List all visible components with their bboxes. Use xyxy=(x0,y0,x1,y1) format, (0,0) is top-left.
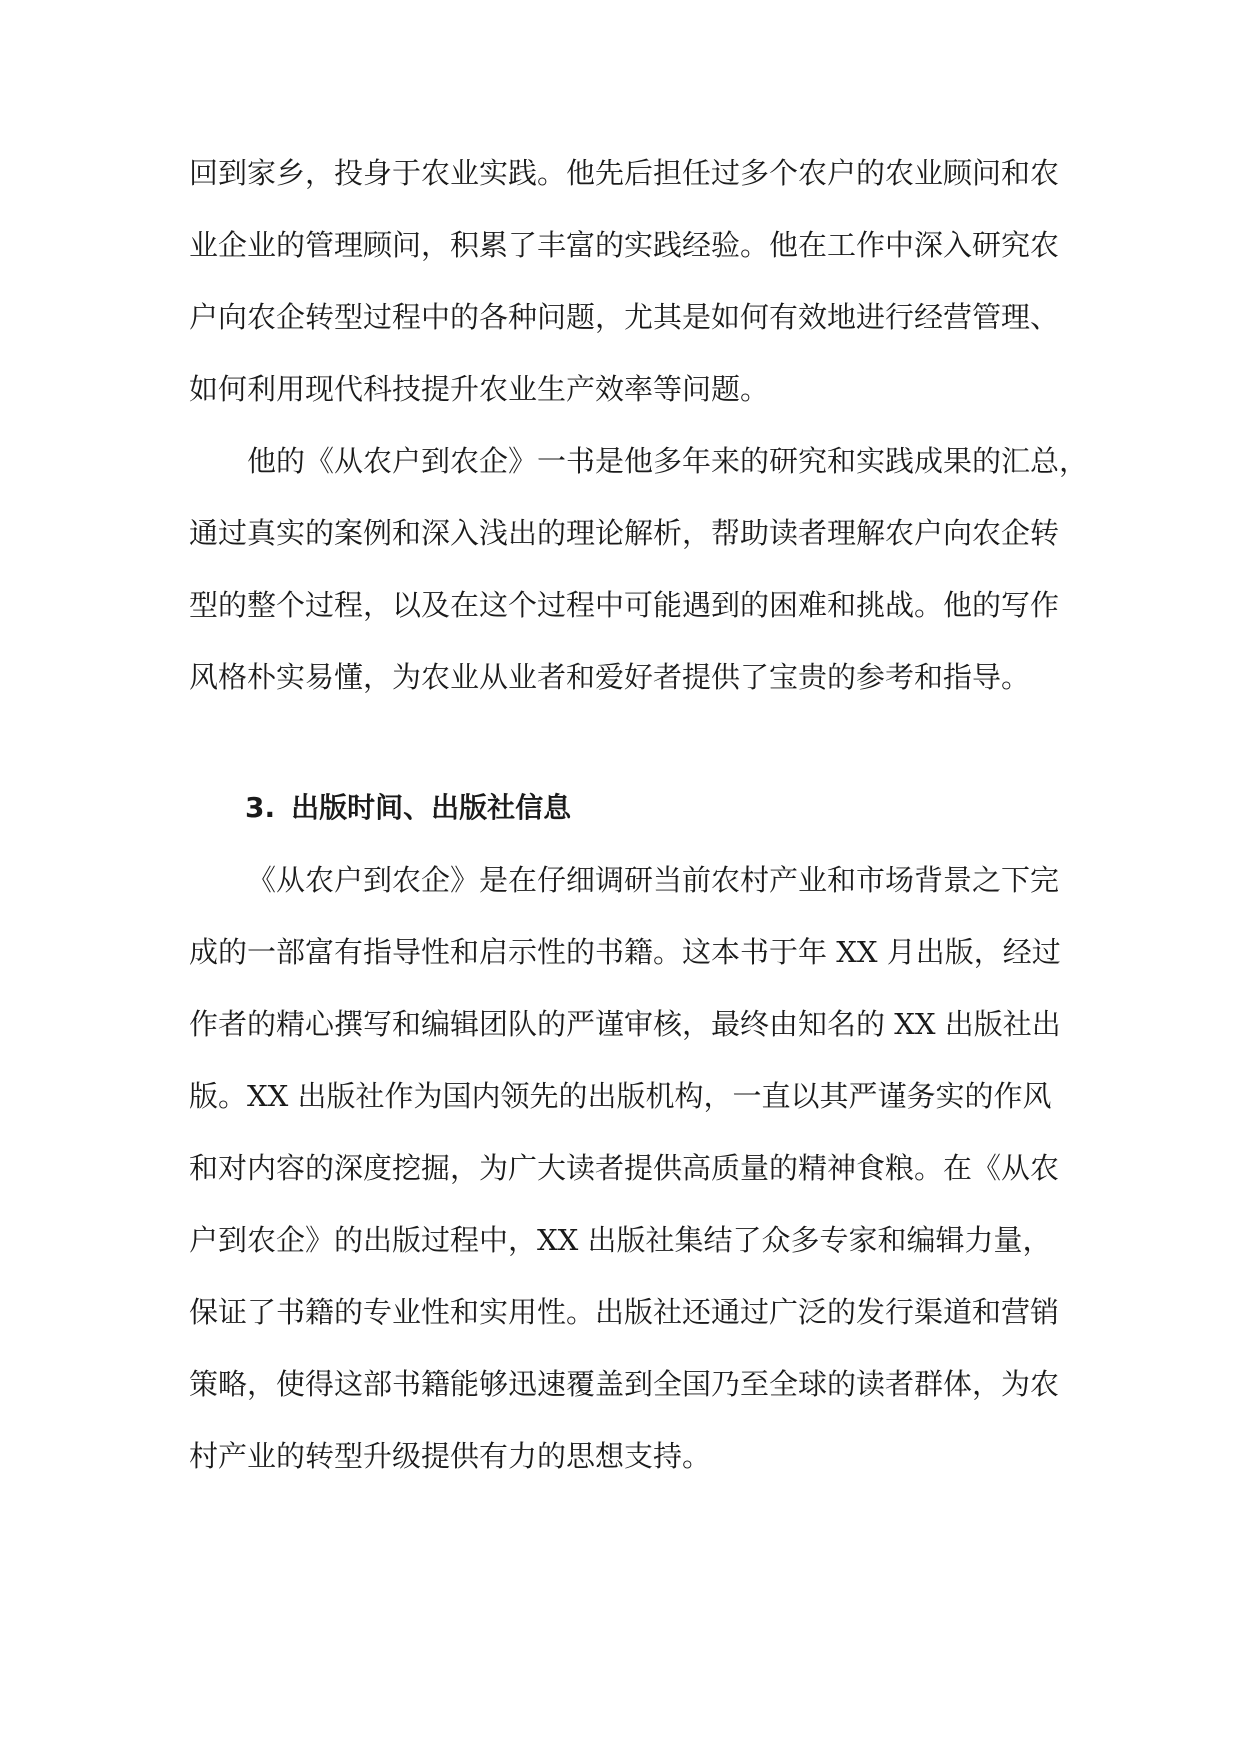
paragraph-line: 和对内容的深度挖掘，为广大读者提供高质量的精神食粮。在《从农 xyxy=(189,1151,1060,1185)
paragraph-line: 通过真实的案例和深入浅出的理论解析，帮助读者理解农户向农企转 xyxy=(189,516,1060,550)
section-heading xyxy=(245,772,571,844)
paragraph-line: 保证了书籍的专业性和实用性。出版社还通过广泛的发行渠道和营销 xyxy=(189,1295,1060,1329)
paragraph-line: 他的《从农户到农企》一书是他多年来的研究和实践成果的汇总， xyxy=(247,444,1089,478)
paragraph-book-summary xyxy=(189,425,1089,713)
section-title: 出版时间、出版社信息 xyxy=(291,791,572,824)
paragraph-publication-info xyxy=(189,844,1069,1492)
section-number: 3. xyxy=(245,791,276,824)
paragraph-line: 如何利用现代科技提升农业生产效率等问题。 xyxy=(189,372,770,406)
paragraph-line: 户到农企》的出版过程中，XX 出版社集结了众多专家和编辑力量， xyxy=(189,1223,1052,1257)
paragraph-line: 户向农企转型过程中的各种问题，尤其是如何有效地进行经营管理、 xyxy=(189,300,1060,334)
paragraph-line: 村产业的转型升级提供有力的思想支持。 xyxy=(189,1439,712,1473)
paragraph-line: 《从农户到农企》是在仔细调研当前农村产业和市场背景之下完 xyxy=(247,863,1060,897)
paragraph-line: 业企业的管理顾问，积累了丰富的实践经验。他在工作中深入研究农 xyxy=(189,228,1060,262)
paragraph-line: 作者的精心撰写和编辑团队的严谨审核，最终由知名的 XX 出版社出 xyxy=(189,1007,1061,1041)
paragraph-line: 策略，使得这部书籍能够迅速覆盖到全国乃至全球的读者群体，为农 xyxy=(189,1367,1060,1401)
paragraph-line: 风格朴实易懂，为农业从业者和爱好者提供了宝贵的参考和指导。 xyxy=(189,660,1031,694)
paragraph-line: 回到家乡，投身于农业实践。他先后担任过多个农户的农业顾问和农 xyxy=(189,156,1060,190)
paragraph-line: 型的整个过程，以及在这个过程中可能遇到的困难和挑战。他的写作 xyxy=(189,588,1060,622)
paragraph-line: 版。XX 出版社作为国内领先的出版机构，一直以其严谨务实的作风 xyxy=(189,1079,1052,1113)
paragraph-author-practice xyxy=(189,137,1069,425)
paragraph-line: 成的一部富有指导性和启示性的书籍。这本书于年 XX 月出版，经过 xyxy=(189,935,1061,969)
